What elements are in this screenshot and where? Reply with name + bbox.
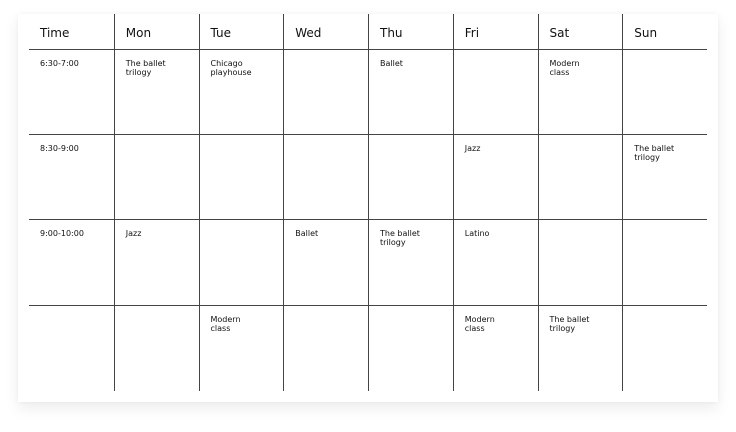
schedule-cell[interactable] xyxy=(283,135,368,220)
header-mon: Mon xyxy=(114,14,199,50)
schedule-cell[interactable]: The ballet trilogy xyxy=(622,135,707,220)
schedule-cell[interactable]: The ballet trilogy xyxy=(538,306,623,391)
schedule-cell[interactable]: Jazz xyxy=(453,135,538,220)
header-sat: Sat xyxy=(538,14,623,50)
schedule-cell[interactable]: Chicago playhouse xyxy=(199,50,284,135)
schedule-cell[interactable] xyxy=(283,50,368,135)
schedule-cell[interactable] xyxy=(199,135,284,220)
schedule-card xyxy=(18,14,718,402)
header-tue: Tue xyxy=(199,14,284,50)
schedule-cell[interactable] xyxy=(622,50,707,135)
schedule-cell[interactable] xyxy=(538,220,623,306)
schedule-cell[interactable] xyxy=(114,135,199,220)
header-fri: Fri xyxy=(453,14,538,50)
schedule-cell[interactable] xyxy=(114,306,199,391)
schedule-grid xyxy=(29,14,707,391)
schedule-cell[interactable]: Modern class xyxy=(453,306,538,391)
schedule-cell[interactable] xyxy=(199,220,284,306)
schedule-cell[interactable] xyxy=(453,50,538,135)
schedule-cell[interactable]: Jazz xyxy=(114,220,199,306)
schedule-cell[interactable]: The ballet trilogy xyxy=(114,50,199,135)
time-slot: 6:30-7:00 xyxy=(29,50,114,135)
schedule-cell[interactable]: Modern class xyxy=(199,306,284,391)
schedule-cell[interactable] xyxy=(368,135,453,220)
time-slot: 8:30-9:00 xyxy=(29,135,114,220)
schedule-cell[interactable] xyxy=(622,306,707,391)
time-slot: 9:00-10:00 xyxy=(29,220,114,306)
header-time: Time xyxy=(29,14,114,50)
schedule-cell[interactable]: Latino xyxy=(453,220,538,306)
schedule-cell[interactable]: Ballet xyxy=(283,220,368,306)
header-wed: Wed xyxy=(283,14,368,50)
schedule-cell[interactable] xyxy=(283,306,368,391)
header-thu: Thu xyxy=(368,14,453,50)
schedule-cell[interactable] xyxy=(622,220,707,306)
time-slot xyxy=(29,306,114,391)
schedule-cell[interactable]: Ballet xyxy=(368,50,453,135)
schedule-cell[interactable] xyxy=(538,135,623,220)
header-sun: Sun xyxy=(622,14,707,50)
schedule-cell[interactable] xyxy=(368,306,453,391)
schedule-cell[interactable]: The ballet trilogy xyxy=(368,220,453,306)
schedule-cell[interactable]: Modern class xyxy=(538,50,623,135)
